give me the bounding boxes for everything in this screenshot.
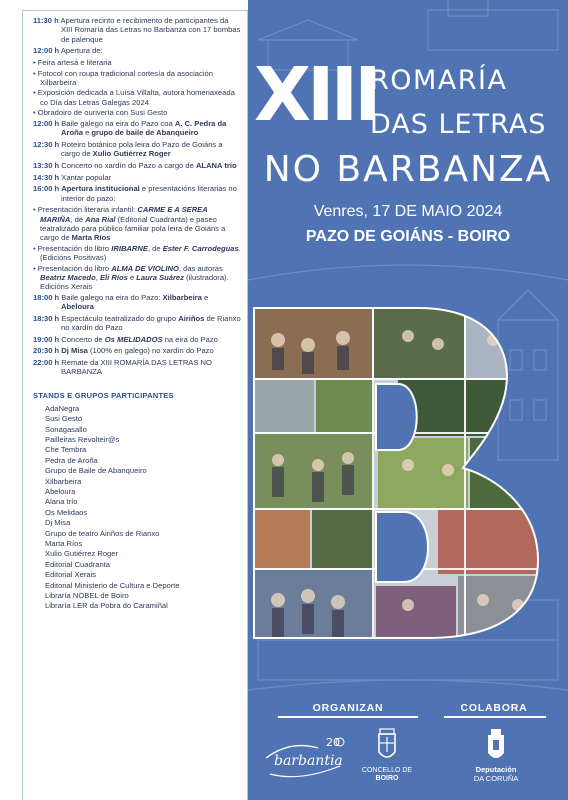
schedule-time: 18:30 h (33, 313, 60, 323)
schedule-sub-item: • Presentación do libro ALMA DE VIOLINO, das autoras Beatriz Macedo, Eli Ríos e Laura Suárez (ilustradora). Edicións Xerais (33, 264, 241, 292)
stand-item: Xilbarbeira (45, 476, 82, 486)
schedule-text: Concerto no xardín do Pazo a cargo de ALANA trío (59, 160, 237, 170)
stand-item: Marta Ríos (45, 539, 83, 549)
schedule-time: 12:00 h (33, 118, 60, 128)
stand-item: Libraría LER da Pobra do Caramiñal (45, 601, 168, 611)
title-panel (248, 0, 568, 800)
schedule-text: Baile galego na eira do Pazo coa A. C. Pedra da Aroña e grupo de baile de Abanqueiro (59, 118, 227, 138)
schedule-time: 18:00 h (33, 292, 60, 302)
schedule-item (33, 184, 241, 203)
stand-item: Editorial Xerais (45, 570, 97, 580)
program-column (22, 10, 248, 800)
schedule-time: 14:30 h (33, 172, 60, 182)
schedule-item (33, 358, 241, 377)
schedule-text: Apertura institucional e presentacións literarias no interior do pazo: (61, 184, 237, 203)
schedule-time: 12:30 h (33, 139, 60, 149)
schedule-text: Apertura recinto e recibimento de participantes da XIII Romaría das Letras no Barbanza con 17 bombas de palenque (58, 16, 241, 44)
barbantia-label: barbantia (274, 753, 343, 769)
stand-item: Dj Misa (45, 518, 71, 528)
stand-item: Grupo de teatro Airiños de Rianxo (45, 528, 160, 538)
schedule-sub-item: • Presentación do libro IRIBARNE, de Ester F. Carrodeguas. (Edicións Positivas) (33, 244, 241, 263)
photo-collage-b-icon (248, 300, 568, 645)
title-line-3: NO BARBANZA (263, 149, 553, 190)
schedule-time: 20:30 h (33, 346, 60, 356)
schedule-time: 12:00 h (33, 46, 60, 56)
title-line-2: DAS LETRAS (370, 109, 547, 140)
schedule-item (33, 119, 241, 138)
schedule-item (33, 140, 241, 159)
schedule-item (33, 161, 241, 170)
schedule-time: 19:00 h (33, 334, 60, 344)
schedule-text: Baile galego na eira do Pazo: Xilbarbeira e Abeloura (59, 292, 209, 312)
stand-item: Libraría NOBEL de Boiro (45, 591, 129, 601)
schedule-item (33, 46, 241, 55)
schedule-item (33, 293, 241, 312)
stands-list (33, 404, 241, 612)
schedule-item (33, 16, 241, 44)
stand-item: Abeloura (45, 487, 76, 497)
schedule-item (33, 173, 241, 182)
schedule-time: 22:00 h (33, 358, 60, 368)
stand-item: Pailleiras Revolteir@s (45, 434, 120, 444)
barbantia-number: 20 (326, 736, 340, 749)
organizan-rule (278, 716, 418, 718)
deputacion-label: Deputación DA CORUÑA (473, 765, 519, 783)
stand-item: Alana trío (45, 497, 78, 507)
colabora-title: COLABORA (460, 702, 528, 714)
schedule-text: Apertura de: (59, 46, 103, 56)
schedule-sub-item: • Presentación literaria infantil: CARME E A SEREA MARIÑA, de Ana Rial (Editorial Cuadranta) e paseo teatralizado para público familiar pola leira de Goiáns a cargo de Marta Ríos (33, 205, 241, 242)
stand-item: Xulio Gutiérrez Roger (45, 549, 119, 559)
schedule-text: Xantar popular (59, 172, 112, 182)
concello-boiro-crest-icon (366, 728, 408, 764)
colabora-rule (444, 716, 546, 718)
stand-item: Che Tembra (45, 445, 87, 455)
stands-title: STANDS E GRUPOS PARTICIPANTES (33, 390, 174, 400)
concello-label: CONCELLO DE BOIRO (361, 767, 413, 782)
title-numeral: XIII (254, 52, 378, 138)
stand-item: Editorial Ministerio de Cultura e Deporte (45, 580, 180, 590)
stand-item: Sonagasallo (45, 424, 87, 434)
schedule-text: Dj Misa (100% en galego) no xardín do Pazo (61, 346, 214, 356)
schedule-sub-item: • Obradoiro de ourivería con Susi Gesto (33, 108, 241, 117)
schedule-text: Espectáculo teatralizado do grupo Airiños de Rianxo no xardín do Pazo (59, 313, 241, 333)
schedule-time: 16:00 h (33, 184, 60, 194)
schedule-text: Concerto de Os MELIDADOS na eira do Pazo (59, 334, 218, 344)
schedule-item (33, 314, 241, 333)
schedule-item (33, 346, 241, 355)
schedule-sub-item: • Exposición dedicada a Luísa Villalta, autora homenaxeada co Día das Letras Galegas 2024 (33, 88, 241, 107)
schedule-text: Roteiro botánico pola leira do Pazo de Goiáns a cargo de Xulio Gutiérrez Roger (59, 139, 223, 159)
event-place: PAZO DE GOIÁNS - BOIRO (305, 228, 511, 245)
schedule-time: 13:30 h (33, 160, 60, 170)
stand-item: Grupo de Baile de Abanqueiro (45, 466, 147, 476)
stand-item: Pedra de Aroña (45, 455, 98, 465)
schedule-item (33, 335, 241, 344)
stand-item: AdaNegra (45, 403, 80, 413)
schedule-text: Remate da XIII ROMARÍA DAS LETRAS NO BARBANZA (59, 358, 212, 377)
schedule-time: 11:30 h (33, 16, 59, 25)
schedule-list (33, 16, 241, 377)
organizan-title: ORGANIZAN (312, 702, 384, 714)
schedule-sub-item: • Fotocol con roupa tradicional cortesía da asociación Xilbarbeira (33, 69, 241, 88)
stand-item: Susi Gesto (45, 414, 83, 424)
deputacion-coruna-crest-icon (476, 728, 516, 764)
schedule-sub-item: • Feira artesá e literaria (33, 58, 241, 67)
title-line-1: ROMARÍA (370, 65, 508, 96)
stand-item: Os Melidaos (45, 507, 88, 517)
event-date: Venres, 17 DE MAIO 2024 (313, 203, 503, 220)
stand-item: Editorial Cuadranta (45, 559, 111, 569)
